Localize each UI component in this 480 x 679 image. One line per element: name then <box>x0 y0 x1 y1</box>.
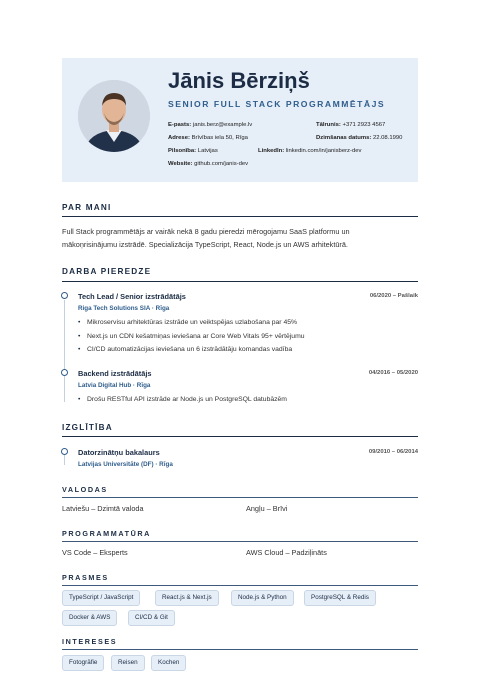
job-bullet: • Drošu RESTful API izstrāde ar Node.js un PostgreSQL datubāzēm <box>78 396 287 403</box>
email-value[interactable]: janis.berz@example.lv <box>192 122 253 128</box>
contact-row-3 <box>168 148 362 154</box>
job-bullet: • Next.js un CDN kešatmiņas ieviešana ar Core Web Vitals 95+ vērtējumu <box>78 333 305 340</box>
skills-divider <box>62 585 418 586</box>
skill-tag: Docker & AWS <box>62 610 117 626</box>
website-label: Website: <box>168 161 193 167</box>
school-name: Latvijas Universitāte (DF) · Rīga <box>78 461 173 468</box>
skill-tag: React.js & Next.js <box>155 590 219 606</box>
about-text-line-2: mākoņrisinājumu izstrādē. Specializācija TypeScript, React, Node.js un AWS arhitektūrā. <box>62 240 348 249</box>
profile-photo <box>78 80 150 152</box>
job-company: Riga Tech Solutions SIA · Rīga <box>78 305 170 312</box>
linkedin-label: LinkedIn: <box>258 148 285 154</box>
timeline-line <box>64 455 65 465</box>
experience-divider <box>62 281 418 282</box>
interest-tag: Fotogrāfie <box>62 655 104 671</box>
software-divider <box>62 541 418 542</box>
language-item: Angļu – Brīvi <box>246 504 288 513</box>
job-bullet: • Mikroservisu arhitektūras izstrāde un veiktspējas uzlabošana par 45% <box>78 319 297 326</box>
birth-label: Dzimšanas datums: <box>316 135 372 141</box>
website-value[interactable]: github.com/janis-dev <box>194 161 249 167</box>
experience-section-title: DARBA PIEREDZE <box>62 267 152 276</box>
cv-header <box>62 58 418 182</box>
job-bullet: • CI/CD automatizācijas ieviešana un 6 izstrādātāju komandas vadība <box>78 346 292 353</box>
software-item: AWS Cloud – Padziļināts <box>246 548 327 557</box>
job-company: Latvia Digital Hub · Rīga <box>78 382 151 389</box>
education-dates: 09/2010 – 06/2014 <box>368 449 418 455</box>
job-title: Backend izstrādātājs <box>78 369 152 378</box>
job-role: SENIOR FULL STACK PROGRAMMĒTĀJS <box>168 99 386 109</box>
job-title: Tech Lead / Senior izstrādātājs <box>78 292 186 301</box>
interests-divider <box>62 649 418 650</box>
timeline-dot <box>61 448 68 455</box>
skill-tag: TypeScript / JavaScript <box>62 590 140 606</box>
job-dates: 06/2020 – Pašlaik <box>369 293 418 299</box>
about-section-title: PAR MANI <box>62 203 112 212</box>
skills-section-title: PRASMES <box>62 573 109 582</box>
email-label: E-pasts: <box>168 122 192 128</box>
timeline-line <box>64 300 65 402</box>
job-dates: 04/2016 – 05/2020 <box>368 370 418 376</box>
language-item: Latviešu – Dzimtā valoda <box>62 504 144 513</box>
about-text-line-1: Full Stack programmētājs ar vairāk nekā 8 gadu pieredzi mērogojamu SaaS platformu un <box>62 227 350 236</box>
full-name: Jānis Bērziņš <box>168 68 310 93</box>
languages-divider <box>62 497 418 498</box>
skill-tag: Node.js & Python <box>231 590 294 606</box>
phone-value[interactable]: +371 2923 4567 <box>342 122 386 128</box>
contact-row-2 <box>168 135 403 141</box>
interest-tag: Reisen <box>111 655 145 671</box>
degree-title: Datorzinātņu bakalaurs <box>78 448 160 457</box>
citizenship-label: Pilsonība: <box>168 148 197 154</box>
address-label: Adrese: <box>168 135 190 141</box>
timeline-dot <box>61 292 68 299</box>
interest-tag: Kochen <box>151 655 186 671</box>
contact-row-4 <box>168 161 248 167</box>
phone-label: Tālrunis: <box>316 122 341 128</box>
education-section-title: IZGLĪTĪBA <box>62 423 113 432</box>
software-item: VS Code – Eksperts <box>62 548 128 557</box>
languages-section-title: VALODAS <box>62 485 108 494</box>
education-divider <box>62 436 418 437</box>
contact-row-1 <box>168 122 386 128</box>
timeline-dot <box>61 369 68 376</box>
software-section-title: PROGRAMMATŪRA <box>62 529 151 538</box>
about-divider <box>62 216 418 217</box>
birth-value: 22.08.1990 <box>372 135 403 141</box>
citizenship-value: Latvijas <box>197 148 218 154</box>
address-value: Brīvības iela 50, Rīga <box>191 135 248 141</box>
interests-section-title: INTERESES <box>62 637 118 646</box>
skill-tag: PostgreSQL & Redis <box>304 590 376 606</box>
linkedin-value[interactable]: linkedin.com/in/janisberz-dev <box>285 148 362 154</box>
skill-tag: CI/CD & Git <box>128 610 175 626</box>
